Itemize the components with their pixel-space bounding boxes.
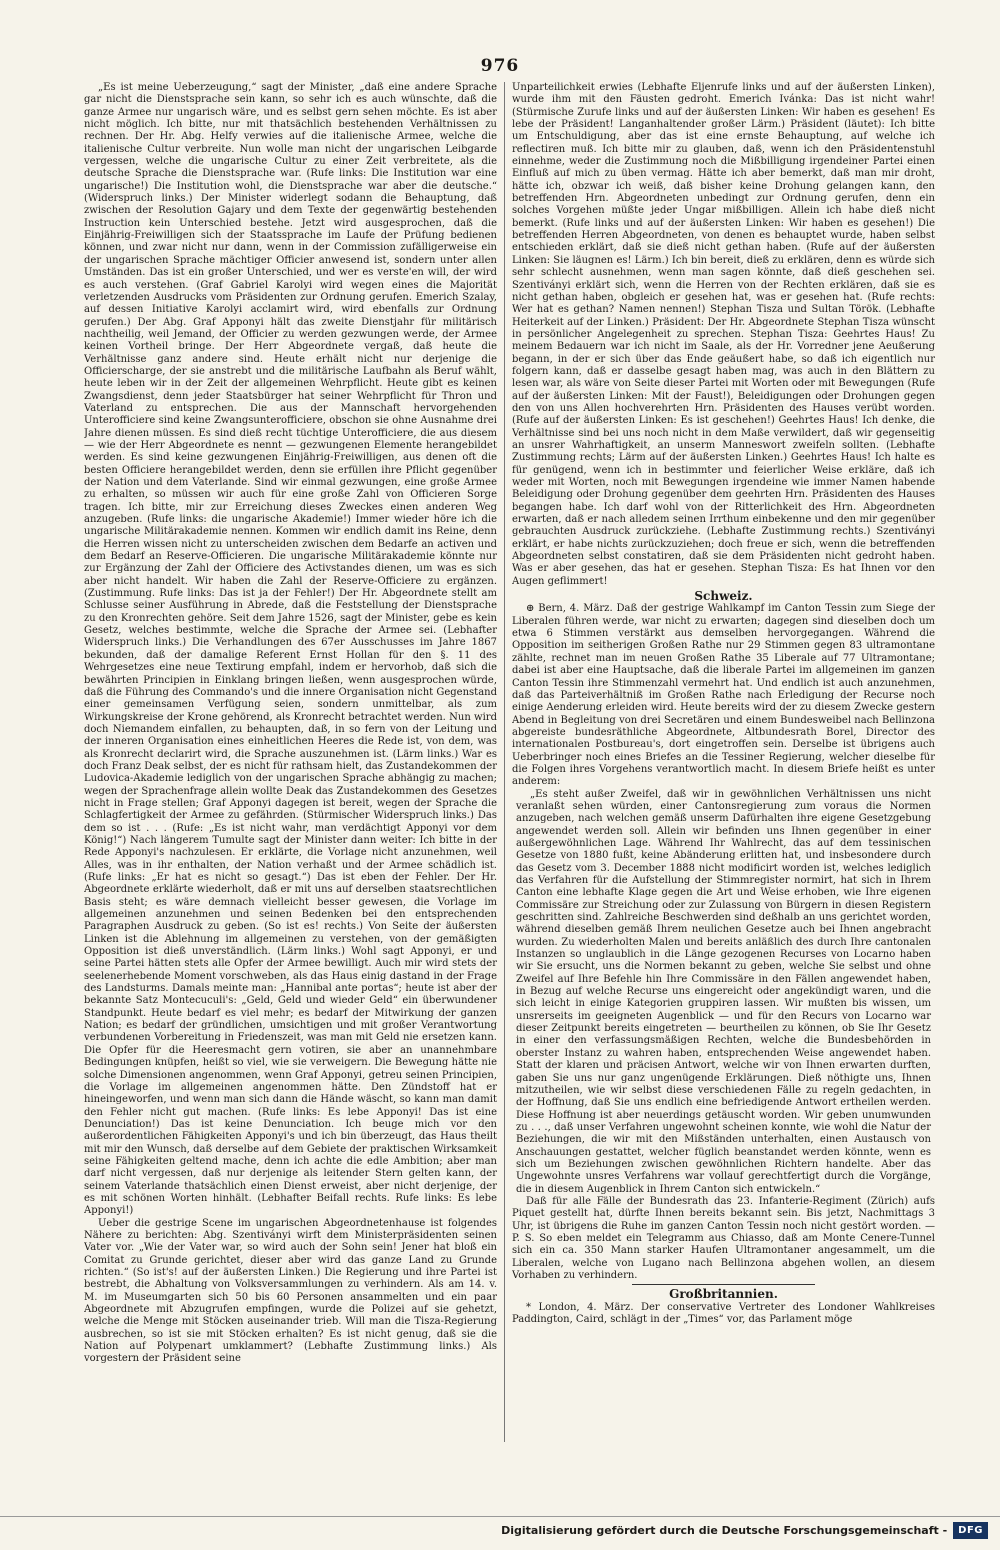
dfg-logo: DFG — [953, 1522, 988, 1539]
column-divider — [504, 82, 505, 1442]
footer — [501, 1522, 988, 1539]
section-heading-grossbritannien: Großbritannien. — [669, 1287, 778, 1302]
page-number: 976 — [480, 56, 520, 76]
footer-text: Digitalisierung gefördert durch die Deutsche Forschungsgemeinschaft - — [501, 1524, 948, 1537]
right-paragraph-infanterie: Daß für alle Fälle der Bundesrath das 23. Infanterie-Regiment (Zürich) aufs Piquet gestellt hat, dürfte Ihnen bereits bekannt sein. Bis jetzt, Nachmittags 3 Uhr, ist übrigens die Ruhe im ganzen Canton Tessin noch nicht gestört worden. — P. S. So eben meldet ein Telegramm aus Chiasso, daß am Monte Cenere-Tunnel sich ein ca. 350 Mann starker Haufen Ultramontaner angesammelt, um die Liberalen, welche von Lugano nach Bellinzona abgehen wollen, an diesem Vorhaben zu verhindern. — [512, 1195, 935, 1281]
footer-rule — [0, 1516, 1000, 1517]
right-paragraph-london: * London, 4. März. Der conservative Vertreter des Londoner Wahlkreises Paddington, Caird, schlägt in der „Times“ vor, das Parlament möge — [512, 1301, 935, 1326]
left-paragraph-minister-speech: „Es ist meine Ueberzeugung,“ sagt der Minister, „daß eine andere Sprache gar nicht die Dienstsprache sein kann, so sehr ich es auch wünschte, daß die ganze Armee nur ungarisch wäre, und es selbst gern sehen möchte. Es ist aber nicht möglich. Ich bitte, nur mit thatsächlich bestehenden Verhältnissen zu rechnen. Der Hr. Abg. Helfy verwies auf die italienische Armee, welche die italienische Cultur verbreite. Nun wolle man nicht der ungarischen Leibgarde vergessen, welche die ungarische Cultur zu einer Zeit verbreitete, als die deutsche Sprache die Dienstsprache war. (Rufe links: Die Institution war eine ungarische!) Die Institution wohl, die Dienstsprache war aber die deutsche.“ (Widerspruch links.) Der Minister widerlegt sodann die Behauptung, daß zwischen der Resolution Gajary und dem Texte der gegenwärtig bestehenden Instruction kein Unterschied bestehe. Jetzt wird ausgesprochen, daß die Einjährig-Freiwilligen sich der Staatssprache im Laufe der Prüfung bedienen können, und zwar nicht nur dann, wenn in der Commission zufälligerweise ein der ungarischen Sprache mächtiger Officier anwesend ist, sondern unter allen Umständen. Das ist ein großer Unterschied, und wer es verste'en will, der wird es auch verstehen. (Graf Gabriel Karolyi wird wegen eines die Majorität verletzenden Ausdrucks vom Präsidenten zur Ordnung gerufen. Emerich Szalay, auf dessen Initiative Karolyi acclamirt wird, wird ebenfalls zur Ordnung gerufen.) Der Abg. Graf Apponyi hält das zweite Dienstjahr für militärisch nachtheilig, weil Jemand, der Officier zu werden gezwungen werde, der Armee keinen Vortheil bringe. Der Herr Abgeordnete vergaß, daß heute die Verhältnisse ganz andere sind. Heute erhält nicht nur derjenige die Officierscharge, der sie anstrebt und die militärische Laufbahn als Beruf wählt, heute leben wir in der Zeit der allgemeinen Wehrpflicht. Heute gibt es keinen Zwangsdienst, denn jeder Staatsbürger hat seiner Wehrpflicht für Thron und Vaterland zu entsprechen. Die aus der Mannschaft hervorgehenden Unterofficiere sind keine Zwangsunterofficiere, obschon sie ohne Ausnahme drei Jahre dienen müssen. Es sind dieß recht tüchtige Unterofficiere, die aus diesem — wie der Herr Abgeordnete es nennt — gezwungenen Elemente herangebildet werden. Es sind keine gezwungenen Einjährig-Freiwilligen, aus denen oft die besten Officiere herangebildet werden, denn sie erfüllen ihre Pflicht gegenüber der Nation und dem Vaterlande. Sind wir einmal gezwungen, eine große Armee zu erhalten, so müssen wir auch für eine große Zahl von Officieren Sorge tragen. Ich bitte, mir zur Erreichung dieses Zweckes einen anderen Weg anzugeben. (Rufe links: die ungarische Akademie!) Immer wieder höre ich die ungarische Militärakademie nennen. Kommen wir endlich damit ins Reine, denn die Herren wissen nicht zu unterscheiden zwischen dem Bedarfe an activen und dem Bedarf an Reserve-Officieren. Die ungarische Militärakademie könnte nur zur Ergänzung der Zahl der Officiere des Activstandes dienen, um was es sich aber nicht handelt. Wir haben die Zahl der Reserve-Officiere zu ergänzen. (Zustimmung. Rufe links: Das ist ja der Fehler!) Der Hr. Abgeordnete stellt am Schlusse seiner Ausführung in Abrede, daß die Feststellung der Dienstsprache zu den Kronrechten gehöre. Seit dem Jahre 1526, sagt der Minister, gebe es kein Gesetz, welches bestimmte, welche die Sprache der Armee sei. (Lebhafter Widerspruch links.) Die Verhandlungen des 67er Ausschusses im Jahre 1867 bekunden, daß der damalige Referent Ernst Hollan für den §. 11 des Wehrgesetzes eine neue Textirung empfahl, indem er hervorhob, daß sich die bewährten Principien in Einklang bringen ließen, wenn ausgesprochen würde, daß die Führung des Commando's und die innere Organisation nicht Gegenstand einer gemeinsamen Verfügung seien, sondern unmittelbar, als zum Wirkungskreise der Krone gehörend, als Kronrecht betrachtet werden. Nun wird doch Niemandem einfallen, zu behaupten, daß, in so fern von der Leitung und der inneren Organisation eines einheitlichen Heeres die Rede ist, von dem, was als Kronrecht declarirt wird, die Sprache auszunehmen ist. (Lärm links.) War es doch Franz Deak selbst, der es nicht für rathsam hielt, das Zustandekommen der Ludovica-Akademie lediglich von der ungarischen Sprache abhängig zu machen; wegen der Sprachenfrage allein wollte Deak das Zustandekommen des Gesetzes nicht in Frage stellen; Graf Apponyi dagegen ist bereit, wegen der Sprache die Schlagfertigkeit der Armee zu gefährden. (Stürmischer Widerspruch links.) Das dem so ist . . . (Rufe: „Es ist nicht wahr, man verdächtigt Apponyi vor dem König!“) Nach längerem Tumulte sagt der Minister dann weiter: Ich bitte in der Rede Apponyi's nachzulesen. Er erklärte, die Vorlage nicht anzunehmen, weil Alles, was in ihr enthalten, der Nation verhaßt und der Armee schädlich ist. (Rufe links: „Er hat es nicht so gesagt.“) Das ist eben der Fehler. Der Hr. Abgeordnete erklärte wiederholt, daß er mit uns auf derselben staatsrechtlichen Basis steht; es wäre demnach vielleicht besser gewesen, die Vorlage im allgemeinen anzunehmen und seinen Bedenken bei den entsprechenden Paragraphen Ausdruck zu geben. (So ist es! rechts.) Von Seite der äußersten Linken ist die Ablehnung im allgemeinen zu verstehen, von der gemäßigten Opposition ist dieß unverständlich. (Lärm links.) Wohl sagt Apponyi, er und seine Partei hätten stets alle Opfer der Armee bewilligt. Auch mir wird stets der seelenerhebende Moment vorschweben, als das Haus einig dastand in der Frage des Landsturms. Damals meinte man: „Hannibal ante portas“; heute ist aber der bekannte Satz Montecuculi's: „Geld, Geld und wieder Geld“ ein überwundener Standpunkt. Heute bedarf es viel mehr; es bedarf der Mitwirkung der ganzen Nation; es bedarf der gründlichen, umsichtigen und mit großer Verantwortung verbundenen Vorbereitung in Friedenszeit, was man mit Geld nie ersetzen kann. Die Opfer für die Heeresmacht gern votiren, sie aber an unannehmbare Bedingungen knüpfen, heißt so viel, wie sie verweigern. Die Bewegung hätte nie solche Dimensionen angenommen, wenn Graf Apponyi, getreu seinen Principien, die Vorlage im allgemeinen angenommen hätte. Den Zündstoff hat er hineingeworfen, und wenn man sich dann die Hände wäscht, so kann man damit den Fehler nicht gut machen. (Rufe links: Es lebe Apponyi! Das ist eine Denunciation!) Das ist keine Denunciation. Ich beuge mich vor den außerordentlichen Fähigkeiten Apponyi's und ich bin überzeugt, das Haus theilt mit mir den Wunsch, daß derselbe auf dem Gebiete der praktischen Wirksamkeit seine Fähigkeiten geltend mache, denn ich achte die edle Ambition; aber man darf nicht vergessen, daß nur derjenige als leitender Stern gelten kann, der seinem Vaterlande thatsächlich einen Dienst erweist, aber nicht derjenige, der es mit schönen Worten hinhält. (Lebhafter Beifall rechts. Rufe links: Es lebe Apponyi!) — [84, 82, 497, 1217]
right-paragraph-letter-quote: „Es steht außer Zweifel, daß wir in gewöhnlichen Verhältnissen uns nicht veranlaßt sehen würden, einer Cantonsregierung zum voraus die Normen anzugeben, nach welchen gemäß unserm Dafürhalten ihre eigene Gesetzgebung angewendet werden soll. Allein wir befinden uns Ihnen gegenüber in einer außergewöhnlichen Lage. Während Ihr Wahlrecht, das auf dem tessinischen Gesetze von 1880 fußt, keine Abänderung erlitten hat, und insbesondere durch das Gesetz vom 3. December 1888 nicht modificirt worden ist, welches lediglich das Verfahren für die Aufstellung der Stimmregister normirt, hat sich in Ihrem Canton eine lebhafte Klage gegen die Art und Weise erhoben, wie Ihre eigenen Commissäre zur Streichung oder zur Zulassung von Bürgern in diesen Registern geschritten sind. Zahlreiche Beschwerden sind deßhalb an uns gerichtet worden, während dieselben gemäß Ihrem neulichen Gesetze auch bei Ihnen angebracht wurden. Zu wiederholten Malen und bereits anläßlich des durch Ihre cantonalen Instanzen so unglaublich in die Länge gezogenen Recurses von Locarno haben wir Sie ersucht, uns die Normen bekannt zu geben, welche Sie selbst und ohne Zweifel auf Ihre Befehle hin Ihre Commissäre in den Fällen angewendet haben, in Bezug auf welche Recurse uns eingereicht oder angekündigt waren, und die sich leicht in einige Kategorien gruppiren lassen. Wir mußten bis wissen, um unsrerseits im geeigneten Augenblick — und für den Recurs von Locarno war dieser Zeitpunkt bereits eingetreten — beurtheilen zu können, ob Sie Ihr Gesetz in einer den verfassungsmäßigen Rechten, welche die Bundesbehörden in oberster Instanz zu wahren haben, entsprechenden Weise angewendet haben. Statt der klaren und präcisen Antwort, welche wir von Ihnen erwarten durften, gaben Sie uns nur ganz ungenügende Erklärungen. Dieß nöthigte uns, Ihnen mitzutheilen, wie wir selbst diese verschiedenen Fälle zu regeln gedachten, in der Hoffnung, daß Sie uns endlich eine befriedigende Antwort ertheilen werden. Diese Hoffnung ist aber neuerdings getäuscht worden. Wir geben unumwunden zu . . ., daß unser Verfahren ungewohnt scheinen konnte, wie wohl die Natur der Beziehungen, die wir mit den Mißständen unterhalten, einen Austausch von Anschauungen gestattet, welcher füglich beanstandet werden könnte, wenn es sich um Beziehungen zwischen gewöhnlichen Richtern handelte. Aber das Ungewohnte unsres Verfahrens war vollauf gerechtfertigt durch die Vorgänge, die in diesem Augenblick in Ihrem Canton sich entwickeln.“ — [516, 788, 931, 1195]
section-rule — [632, 1284, 815, 1285]
right-column — [512, 82, 935, 1472]
right-paragraph-bern: ⊕ Bern, 4. März. Daß der gestrige Wahlkampf im Canton Tessin zum Siege der Liberalen führen werde, war nicht zu erwarten; dagegen sind dieselben doch um etwa 6 Stimmen verstärkt aus demselben hervorgegangen. Während die Opposition im seitherigen Großen Rathe nur 29 Stimmen gegen 83 ultramontane zählte, rechnet man im neuen Großen Rathe 35 Liberale auf 77 Ultramontane; dabei ist aber eine Hauptsache, daß die liberale Partei im allgemeinen im ganzen Canton Tessin ihre Stimmenzahl vermehrt hat. Und endlich ist auch anzunehmen, daß das Parteiverhältniß im Großen Rathe nach Erledigung der Recurse noch einige Aenderung erleiden wird. Heute bereits wird der zu diesem Zwecke gestern Abend in Begleitung von drei Secretären und einem Bundesweibel nach Bellinzona abgereiste bundesräthliche Abgeordnete, Altbundesrath Borel, Director des internationalen Postbureau's, dort eingetroffen sein. Derselbe ist übrigens auch Ueberbringer noch eines Briefes an die Tessiner Regierung, welcher dieselbe für die Folgen ihres Vorgehens verantwortlich macht. In diesem Briefe heißt es unter anderem: — [512, 603, 935, 788]
left-paragraph-abgeordnetenhaus-scene: Ueber die gestrige Scene im ungarischen Abgeordnetenhause ist folgendes Nähere zu berichten: Abg. Szentiványi wirft dem Ministerpräsidenten seinen Vater vor. „Wie der Vater war, so wird auch der Sohn sein! Jener hat bloß ein Comitat zu Grunde gerichtet, dieser aber wird das ganze Land zu Grunde richten.“ (So ist's! auf der äußersten Linken.) Die Regierung und ihre Partei ist bestrebt, die Abhaltung von Volksversammlungen zu verhindern. Als am 14. v. M. im Museumgarten sich 50 bis 60 Personen ansammelten und ein paar Abgeordnete mit Abzugrufen empfingen, wurde die Polizei auf sie gehetzt, welche die Menge mit Stöcken auseinander trieb. Will man die Tisza-Regierung ausbrechen, so ist sie mit Stöcken erhalten? Es ist nicht genug, daß sie die Nation auf Polypenart umklammert? (Lebhafte Zustimmung links.) Als vorgestern der Präsident seine — [84, 1217, 497, 1365]
section-heading-schweiz: Schweiz. — [694, 589, 753, 604]
right-paragraph-continuation: Unparteilichkeit erwies (Lebhafte Eljenrufe links und auf der äußersten Linken), wurde ihm mit den Fäusten gedroht. Emerich Ivánka: Das ist nicht wahr! (Stürmische Zurufe links und auf der äußersten Linken: Wir haben es gesehen! Es lebe der Präsident! Langanhaltender großer Lärm.) Präsident (läutet): Ich bitte um Entschuldigung, aber das ist eine ernste Behauptung, auf welche ich reflectiren muß. Ich bitte mir zu glauben, daß, wenn ich den Präsidentenstuhl einnehme, weder die Zustimmung noch die Mißbilligung irgendeiner Partei einen Einfluß auf mich zu üben vermag. Hätte ich aber bemerkt, daß man mir droht, hätte ich, obzwar ich weiß, daß bisher keine Drohung gelangen kann, den betreffenden Hrn. Abgeordneten unbedingt zur Ordnung gerufen, denn ein solches Vorgehen müßte jeder Ungar mißbilligen. Allein ich habe dieß nicht bemerkt. (Rufe links und auf der äußersten Linken: Wir haben es gesehen!) Die betreffenden Herren Abgeordneten, von denen es behauptet wurde, haben selbst entschieden erklärt, daß sie dieß nicht gethan haben. (Rufe auf der äußersten Linken: Sie läugnen es! Lärm.) Ich bin bereit, dieß zu erklären, denn es würde sich sehr schlecht ausnehmen, wenn man sagen könnte, daß dieß geschehen sei. Szentiványi erklärt sich, wenn die Herren von der Rechten erklären, daß sie es nicht gethan haben, obgleich er gesehen hat, was er gesehen hat. (Rufe rechts: Wer hat es gethan? Namen nennen!) Stephan Tisza und Sultan Török. (Lebhafte Heiterkeit auf der Linken.) Präsident: Der Hr. Abgeordnete Stephan Tisza wünscht in persönlicher Angelegenheit zu sprechen. Stephan Tisza: Geehrtes Haus! Zu meinem Bedauern war ich nicht im Saale, als der Hr. Vorredner jene Aeußerung begann, in der er sich über das Ende geäußert habe, so daß ich eigentlich nur folgern kann, daß er dasselbe gesagt haben mag, was auch in den Blättern zu lesen war, als wäre von Seite dieser Partei mit Worten oder mit Bewegungen (Rufe auf der äußersten Linken: Mit der Faust!), Beleidigungen oder Drohungen gegen den von uns Allen hochverehrten Hrn. Präsidenten des Hauses verübt worden. (Rufe auf der äußersten Linken: Es ist geschehen!) Geehrtes Haus! Ich denke, die Verhältnisse sind bei uns noch nicht in dem Maße verwildert, daß wir gegenseitig an unsrer Wahrhaftigkeit, an unserm Manneswort zweifeln sollten. (Lebhafte Zustimmung rechts; Lärm auf der äußersten Linken.) Geehrtes Haus! Ich halte es für genügend, wenn ich in bestimmter und feierlicher Weise erkläre, daß ich weder mit Worten, noch mit Bewegungen irgendeine wie immer Namen habende Beleidigung oder Drohung gegenüber dem geehrten Hrn. Präsidenten des Hauses begangen habe. Ich darf wohl von der Ritterlichkeit des Hrn. Abgeordneten erwarten, daß er nach alledem seinen Irrthum einbekenne und den mir gegenüber gebrauchten Ausdruck zurückziehe. (Lebhafte Zustimmung rechts.) Szentiványi erklärt, er habe nichts zurückzuziehen; doch freue er sich, wenn die betreffenden Abgeordneten selbst constatiren, daß sie dem Präsidenten nicht gedroht haben. Was er aber gesehen, das hat er gesehen. Stephan Tisza: Es hat Ihnen vor den Augen geflimmert! — [512, 82, 935, 587]
left-column — [84, 82, 497, 1472]
